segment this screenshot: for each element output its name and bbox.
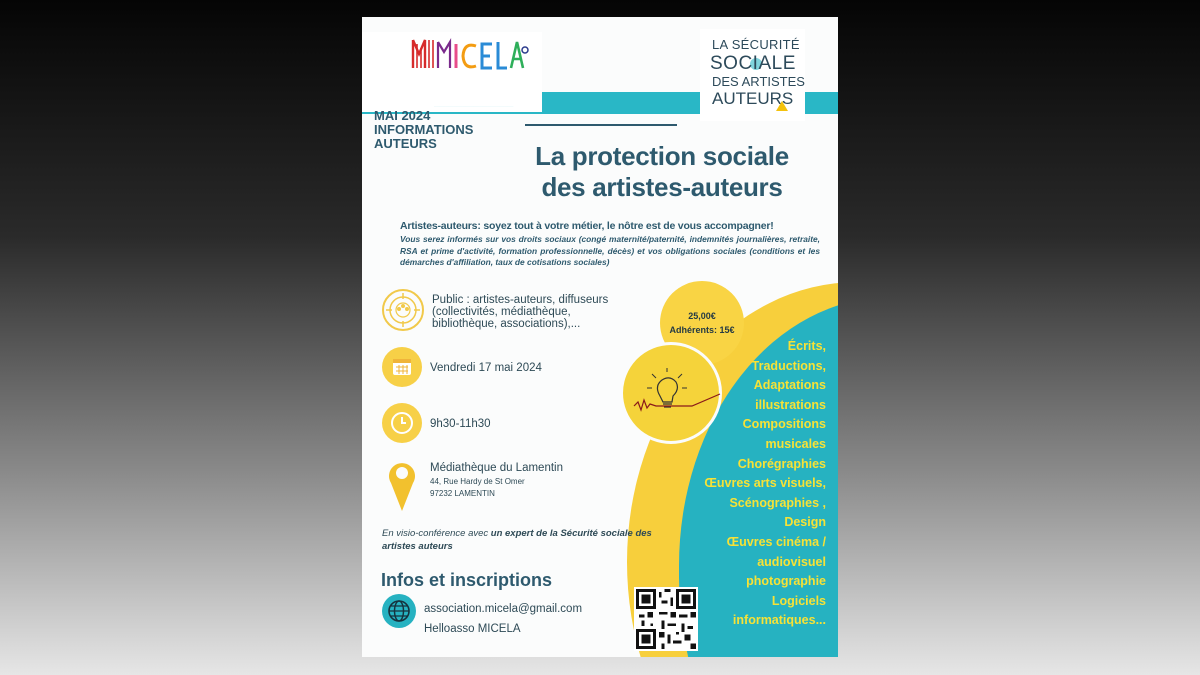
field-item: Logiciels [771,593,826,608]
venue-address1: 44, Rue Hardy de St Omer [430,477,525,486]
location-pin-icon [387,457,417,512]
field-item: audiovisuel [757,554,826,569]
field-item: photographie [746,574,826,589]
event-date: Vendredi 17 mai 2024 [430,362,542,374]
ssaa-logo-line3: DES ARTISTES [712,74,805,89]
contact-title: Infos et inscriptions [381,570,553,590]
intro-block [400,220,820,269]
field-item: Adaptations [753,378,826,393]
title-line2: des artistes-auteurs [541,172,783,202]
issue-month: MAI 2024 [374,108,431,123]
clock-icon [382,403,422,443]
visio-expert: un expert de la Sécurité sociale des artistes auteurs [382,528,652,552]
contact-helloasso[interactable]: Helloasso MICELA [424,623,521,635]
field-item: illustrations [755,397,826,412]
audience-line3: bibliothèque, associations),... [432,318,581,330]
creative-fields-list [680,337,826,631]
poster-title [502,141,822,203]
event-poster [362,17,838,657]
field-item: Traductions, [751,358,826,373]
audience-line2: (collectivités, médiathèque, [432,306,571,318]
audience-target-icon [382,289,424,331]
price-full: 25,00€ [688,311,716,321]
micela-logo-tagline: ──────────────────────────── [434,104,514,109]
field-item: musicales [765,436,826,451]
price-members: Adhérents: 15€ [669,325,735,335]
field-item: Œuvres arts visuels, [704,476,826,491]
event-time: 9h30-11h30 [430,418,491,430]
field-item: Œuvres cinéma / [726,534,826,549]
field-item: Scénographies , [729,495,826,510]
globe-icon [382,594,416,628]
field-item: Compositions [742,417,826,432]
intro-headline: Artistes-auteurs: soyez tout à votre métier, le nôtre est de vous accompagner! [400,220,774,232]
ssaa-logo [706,33,806,113]
field-item: Écrits, [787,339,826,353]
venue-address2: 97232 LAMENTIN [430,489,495,498]
contact-email[interactable]: association.micela@gmail.com [424,603,583,615]
issue-line2: INFORMATIONS [374,122,474,137]
field-item: Chorégraphies [737,456,826,471]
visio-note [382,527,662,553]
venue-block [430,462,563,500]
micela-logo [410,32,530,74]
audience-text [432,294,632,330]
ssaa-logo-line1: LA SÉCURITÉ [712,37,800,52]
intro-body: Vous serez informés sur vos droits sociaux (congé maternité/paternité, indemnités journalières, retraite, RSA et prime d'activité, formation professionnelle, décès) et vos obligations sociales (conditions et les démarches d'affiliation, taux de cotisations sociales) [400,234,820,268]
audience-line1: Public : artistes-auteurs, diffuseurs [432,294,609,306]
ssaa-logo-triangle-icon [776,101,788,111]
issue-line3: AUTEURS [374,136,437,151]
issue-info [374,109,514,151]
micela-logo-subtitle: ● MICELA ● [447,95,485,101]
visio-prefix: En visio-conférence avec [382,528,491,539]
ssaa-logo-line4: AUTEURS [712,89,794,108]
field-item: Design [784,515,826,530]
calendar-icon [382,347,422,387]
title-divider [525,124,677,126]
venue-name: Médiathèque du Lamentin [430,462,563,474]
field-item: informatiques... [732,613,826,628]
title-line1: La protection sociale [535,141,789,171]
ssaa-logo-line2: SOCIALE [710,53,796,74]
